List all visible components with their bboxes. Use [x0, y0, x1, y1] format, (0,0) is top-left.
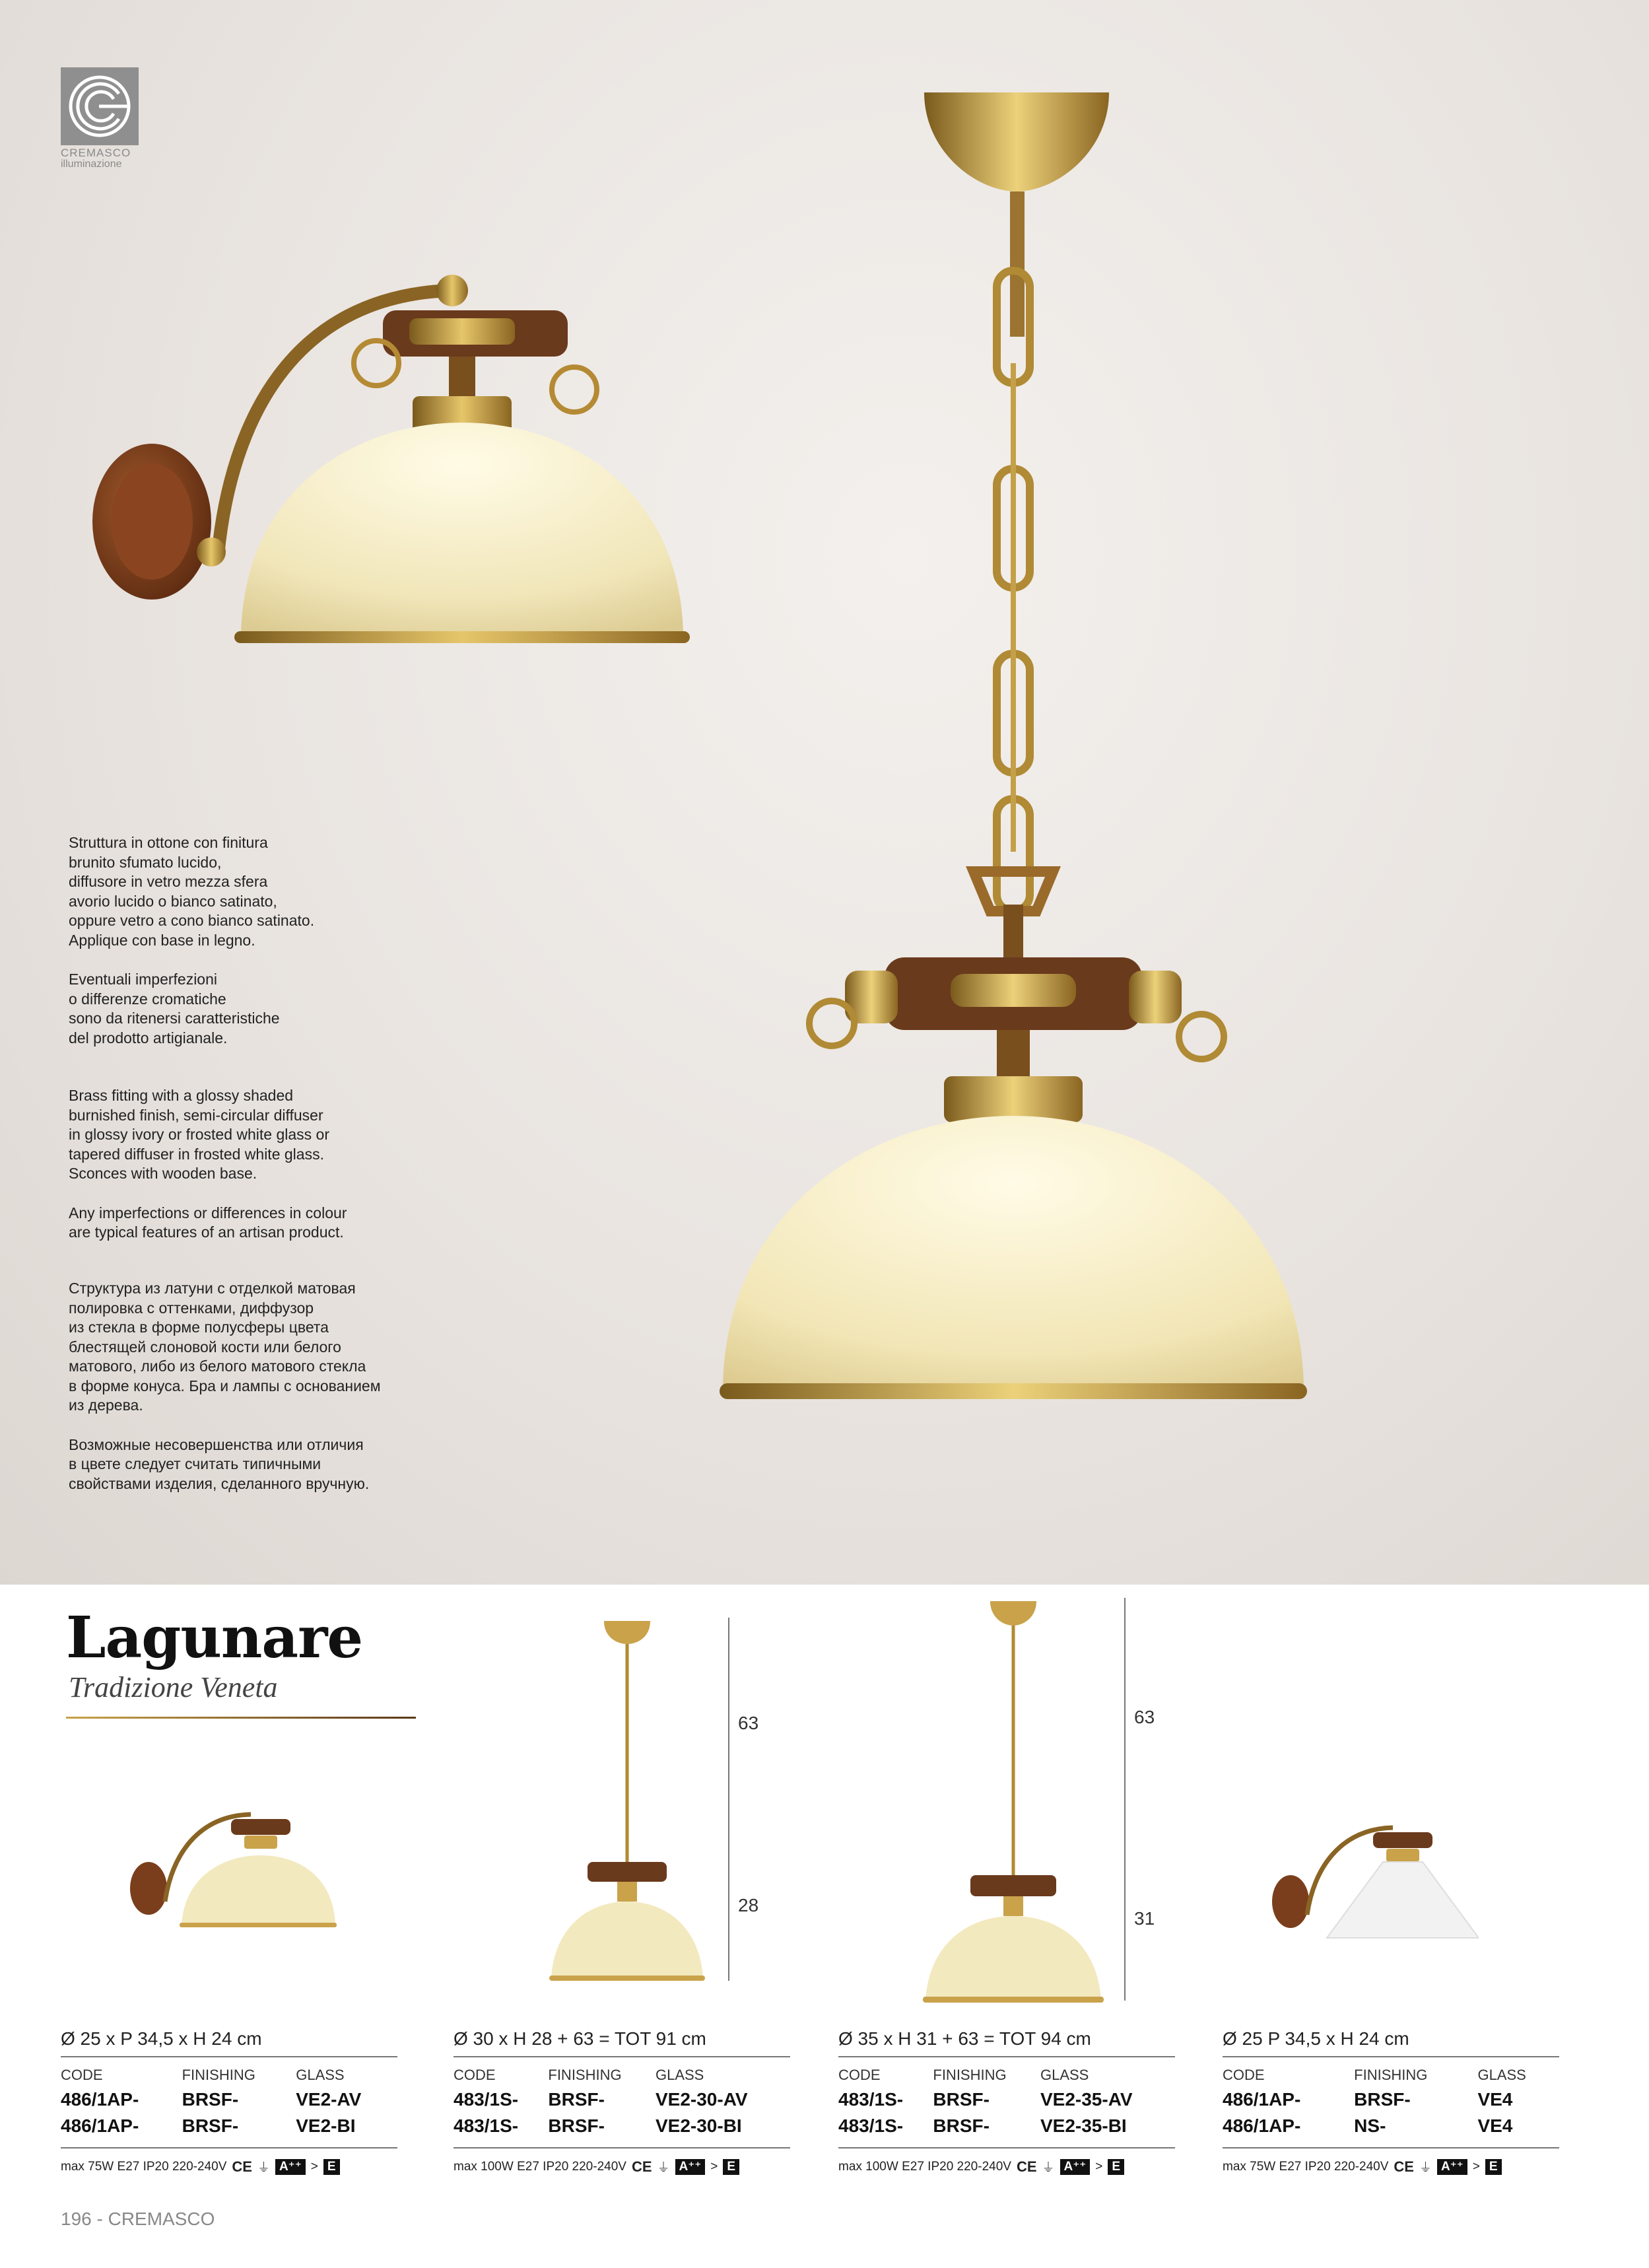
spec-3-header-finishing: FINISHING	[933, 2067, 1007, 2083]
spec-block-2	[454, 2028, 790, 2176]
spec-2-finishing: BRSF-	[548, 2089, 605, 2110]
spec-3-glass: VE2-35-BI	[1040, 2115, 1127, 2136]
title-divider	[66, 1717, 416, 1719]
energy-arrow: >	[310, 2159, 318, 2174]
ground-symbol-icon: ⏚	[257, 2161, 270, 2175]
spec-1-power	[61, 2158, 397, 2176]
spec-4-code: 486/1AP-	[1223, 2115, 1301, 2136]
spec-4-table	[1223, 2067, 1559, 2141]
table-row	[838, 2088, 1175, 2114]
spec-3-header-code: CODE	[838, 2067, 881, 2083]
table-row	[454, 2088, 790, 2114]
spec-1-header-code: CODE	[61, 2067, 103, 2083]
table-row	[838, 2114, 1175, 2141]
spec-2-code: 483/1S-	[454, 2115, 519, 2136]
brand-name: CREMASCO	[61, 147, 131, 159]
dimension-line-pendant-30	[728, 1618, 729, 1981]
spec-2-rule	[454, 2056, 790, 2057]
spec-4-header-finishing: FINISHING	[1354, 2067, 1428, 2083]
spec-2-code: 483/1S-	[454, 2089, 519, 2110]
energy-class-to: E	[323, 2159, 340, 2175]
ground-symbol-icon: ⏚	[1419, 2161, 1432, 2175]
energy-class-to: E	[723, 2159, 739, 2175]
ce-mark-icon: CE	[1016, 2158, 1037, 2175]
spec-3-glass: VE2-35-AV	[1040, 2089, 1133, 2110]
page-footer: 196 - CREMASCO	[61, 2209, 215, 2229]
spec-3-power-text: max 100W E27 IP20 220-240V	[838, 2159, 1011, 2174]
description-it-paragraph-2: Eventuali imperfezioni o differenze cromatiche sono da ritenersi caratteristiche del prodotto artigianale.	[69, 971, 280, 1047]
spec-block-4	[1223, 2028, 1559, 2176]
dimension-label-28: 28	[738, 1895, 759, 1915]
brand-logo	[61, 67, 139, 145]
spec-4-power	[1223, 2158, 1559, 2176]
energy-class-to: E	[1485, 2159, 1502, 2175]
dimension-label-31: 31	[1134, 1908, 1155, 1929]
energy-arrow: >	[710, 2159, 718, 2174]
spec-1-header-finishing: FINISHING	[182, 2067, 255, 2083]
spec-4-header-glass: GLASS	[1477, 2067, 1526, 2083]
spec-2-header-glass: GLASS	[655, 2067, 704, 2083]
spec-3-finishing: BRSF-	[933, 2115, 990, 2136]
energy-class-from: A⁺⁺	[1437, 2159, 1467, 2175]
ce-mark-icon: CE	[1394, 2158, 1414, 2175]
energy-class-to: E	[1108, 2159, 1124, 2175]
table-row	[61, 2114, 397, 2141]
spec-3-measure: Ø 35 x H 31 + 63 = TOT 94 cm	[838, 2028, 1091, 2049]
spec-2-header-code: CODE	[454, 2067, 496, 2083]
spec-3-code: 483/1S-	[838, 2089, 904, 2110]
spec-1-measure: Ø 25 x P 34,5 x H 24 cm	[61, 2028, 262, 2049]
spec-4-measure: Ø 25 P 34,5 x H 24 cm	[1223, 2028, 1409, 2049]
spec-block-3	[838, 2028, 1175, 2176]
spec-1-code: 486/1AP-	[61, 2115, 139, 2136]
spec-3-rule-bottom	[838, 2147, 1175, 2148]
spec-2-power-text: max 100W E27 IP20 220-240V	[454, 2159, 626, 2174]
description-russian	[69, 1279, 438, 1494]
spec-2-table	[454, 2067, 790, 2141]
table-row	[454, 2114, 790, 2141]
brand-subtitle: illuminazione	[61, 158, 122, 170]
description-english	[69, 1086, 438, 1243]
spec-1-rule	[61, 2056, 397, 2057]
spec-4-header-code: CODE	[1223, 2067, 1265, 2083]
description-en-paragraph-2: Any imperfections or differences in colour are typical features of an artisan product.	[69, 1204, 347, 1241]
description-italian	[69, 833, 438, 1048]
thumb-wall-sconce-ivory	[125, 1803, 337, 1941]
spec-3-code: 483/1S-	[838, 2115, 904, 2136]
ground-symbol-icon: ⏚	[657, 2161, 670, 2175]
spec-1-glass: VE2-AV	[296, 2089, 362, 2110]
spec-block-1	[61, 2028, 397, 2176]
description-ru-paragraph-2: Возможные несовершенства или отличия в цвете следует считать типичными свойствами изделия, сделанного вручную.	[69, 1435, 370, 1492]
dimension-label-63-a: 63	[738, 1713, 759, 1733]
energy-arrow: >	[1095, 2159, 1103, 2174]
pendant-lamp-image	[713, 73, 1333, 1426]
ce-mark-icon: CE	[232, 2158, 252, 2175]
dimension-line-pendant-35	[1124, 1598, 1126, 2001]
spec-1-table	[61, 2067, 397, 2141]
spec-4-rule	[1223, 2056, 1559, 2057]
spec-1-finishing: BRSF-	[182, 2089, 239, 2110]
spec-1-power-text: max 75W E27 IP20 220-240V	[61, 2159, 227, 2174]
table-row	[61, 2088, 397, 2114]
spec-3-header-glass: GLASS	[1040, 2067, 1089, 2083]
spec-1-finishing: BRSF-	[182, 2115, 239, 2136]
spec-1-header-glass: GLASS	[296, 2067, 345, 2083]
thumb-wall-sconce-white	[1267, 1816, 1479, 1954]
collection-subtitle: Tradizione Veneta	[69, 1671, 278, 1703]
wall-sconce-image	[79, 264, 693, 687]
dimension-label-63-b: 63	[1134, 1707, 1155, 1727]
spec-4-finishing: NS-	[1354, 2115, 1386, 2136]
energy-class-from: A⁺⁺	[675, 2159, 706, 2175]
spec-4-glass: VE4	[1477, 2089, 1513, 2110]
spec-2-glass: VE2-30-AV	[655, 2089, 748, 2110]
spec-4-rule-bottom	[1223, 2147, 1559, 2148]
ground-symbol-icon: ⏚	[1042, 2161, 1055, 2175]
spec-2-measure: Ø 30 x H 28 + 63 = TOT 91 cm	[454, 2028, 706, 2049]
thumb-pendant-35	[918, 1598, 1109, 2007]
spec-2-finishing: BRSF-	[548, 2115, 605, 2136]
ce-mark-icon: CE	[631, 2158, 652, 2175]
spec-4-finishing: BRSF-	[1354, 2089, 1411, 2110]
thumb-pendant-30	[541, 1618, 713, 1987]
spec-4-power-text: max 75W E27 IP20 220-240V	[1223, 2159, 1389, 2174]
spec-4-code: 486/1AP-	[1223, 2089, 1301, 2110]
spec-2-glass: VE2-30-BI	[655, 2115, 742, 2136]
spec-3-finishing: BRSF-	[933, 2089, 990, 2110]
energy-class-from: A⁺⁺	[1060, 2159, 1091, 2175]
spec-4-glass: VE4	[1477, 2115, 1513, 2136]
description-ru-paragraph-1: Структура из латуни с отделкой матовая полировка с оттенками, диффузор из стекла в форме полусферы цвета блестящей слоновой кости или белого матового, либо из белого матового стекла в форме конуса. Бра и лампы с основанием из дерева.	[69, 1280, 381, 1414]
spec-1-glass: VE2-BI	[296, 2115, 356, 2136]
table-row	[1223, 2114, 1559, 2141]
spec-3-power	[838, 2158, 1175, 2176]
logo-mark-icon	[61, 67, 139, 145]
spec-2-rule-bottom	[454, 2147, 790, 2148]
spec-1-rule-bottom	[61, 2147, 397, 2148]
spec-3-table	[838, 2067, 1175, 2141]
spec-2-header-finishing: FINISHING	[548, 2067, 622, 2083]
collection-title: Lagunare	[66, 1604, 363, 1671]
table-row	[1223, 2088, 1559, 2114]
spec-3-rule	[838, 2056, 1175, 2057]
description-en-paragraph-1: Brass fitting with a glossy shaded burnished finish, semi-circular diffuser in glossy ivory or frosted white glass or tapered diffuser in frosted white glass. Sconces with wooden base.	[69, 1087, 329, 1182]
energy-class-from: A⁺⁺	[275, 2159, 306, 2175]
spec-1-code: 486/1AP-	[61, 2089, 139, 2110]
energy-arrow: >	[1472, 2159, 1480, 2174]
description-it-paragraph-1: Struttura in ottone con finitura brunito sfumato lucido, diffusore in vetro mezza sfera avorio lucido o bianco satinato, oppure vetro a cono bianco satinato. Applique con base in legno.	[69, 834, 315, 949]
spec-2-power	[454, 2158, 790, 2176]
